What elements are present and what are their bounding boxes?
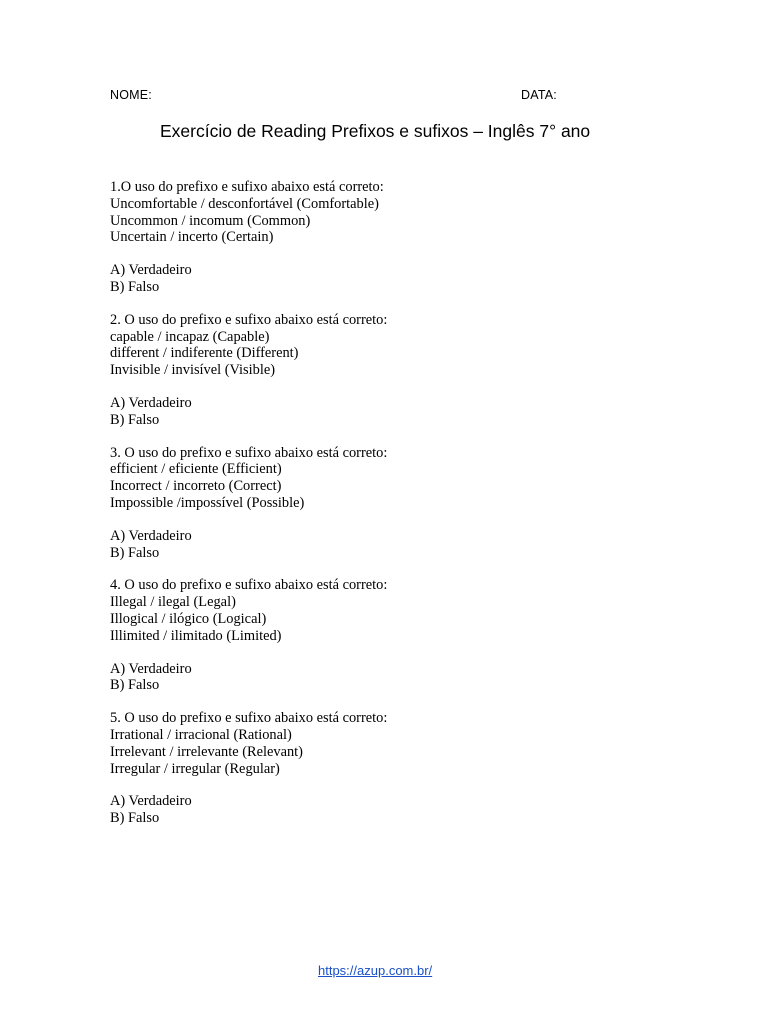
option-a: A) Verdadeiro xyxy=(110,394,192,411)
option-b: B) Falso xyxy=(110,278,160,295)
questions-list xyxy=(110,179,670,843)
word-pair: Impossible /impossível (Possible) xyxy=(110,494,305,511)
word-pair: Invisible / invisível (Visible) xyxy=(110,362,276,379)
word-pair: Uncertain / incerto (Certain) xyxy=(110,229,274,246)
word-pair: efficient / eficiente (Efficient) xyxy=(110,461,282,478)
question-4 xyxy=(110,577,670,694)
word-pair: Irrational / irracional (Rational) xyxy=(110,726,292,743)
footer-link[interactable]: https://azup.com.br/ xyxy=(318,963,433,978)
word-pair: Illegal / ilegal (Legal) xyxy=(110,594,236,611)
option-b: B) Falso xyxy=(110,810,160,827)
question-3 xyxy=(110,445,670,562)
word-pair: Incorrect / incorreto (Correct) xyxy=(110,478,282,495)
answer-options xyxy=(110,395,670,429)
question-prompt: 1.O uso do prefixo e sufixo abaixo está correto: xyxy=(110,179,384,195)
question-5 xyxy=(110,710,670,827)
answer-options xyxy=(110,793,670,827)
word-pair: Illimited / ilimitado (Limited) xyxy=(110,627,282,644)
answer-options xyxy=(110,262,670,296)
option-a: A) Verdadeiro xyxy=(110,527,192,544)
nome-label: NOME: xyxy=(110,88,152,102)
option-b: B) Falso xyxy=(110,544,160,561)
option-a: A) Verdadeiro xyxy=(110,660,192,677)
option-a: A) Verdadeiro xyxy=(110,793,192,810)
question-prompt: 5. O uso do prefixo e sufixo abaixo está correto: xyxy=(110,710,388,727)
word-pair: Uncommon / incomum (Common) xyxy=(110,212,311,229)
answer-options xyxy=(110,661,670,695)
word-pair: Irregular / irregular (Regular) xyxy=(110,760,280,777)
option-a: A) Verdadeiro xyxy=(110,262,192,279)
word-pair: Irrelevant / irrelevante (Relevant) xyxy=(110,743,303,760)
word-pair: different / indiferente (Different) xyxy=(110,345,299,362)
question-prompt: 2. O uso do prefixo e sufixo abaixo está correto: xyxy=(110,311,388,328)
option-b: B) Falso xyxy=(110,677,160,694)
data-label: DATA: xyxy=(521,88,557,102)
word-pair: Illogical / ilógico (Logical) xyxy=(110,610,267,627)
question-2 xyxy=(110,312,670,429)
answer-options xyxy=(110,528,670,562)
question-prompt: 4. O uso do prefixo e sufixo abaixo está correto: xyxy=(110,577,388,594)
question-1 xyxy=(110,179,670,296)
option-b: B) Falso xyxy=(110,411,160,428)
question-prompt: 3. O uso do prefixo e sufixo abaixo está correto: xyxy=(110,444,388,461)
word-pair: capable / incapaz (Capable) xyxy=(110,328,270,345)
page-title: Exercício de Reading Prefixos e sufixos – Inglês 7° ano xyxy=(160,121,591,141)
word-pair: Uncomfortable / desconfortável (Comfortable) xyxy=(110,195,379,212)
